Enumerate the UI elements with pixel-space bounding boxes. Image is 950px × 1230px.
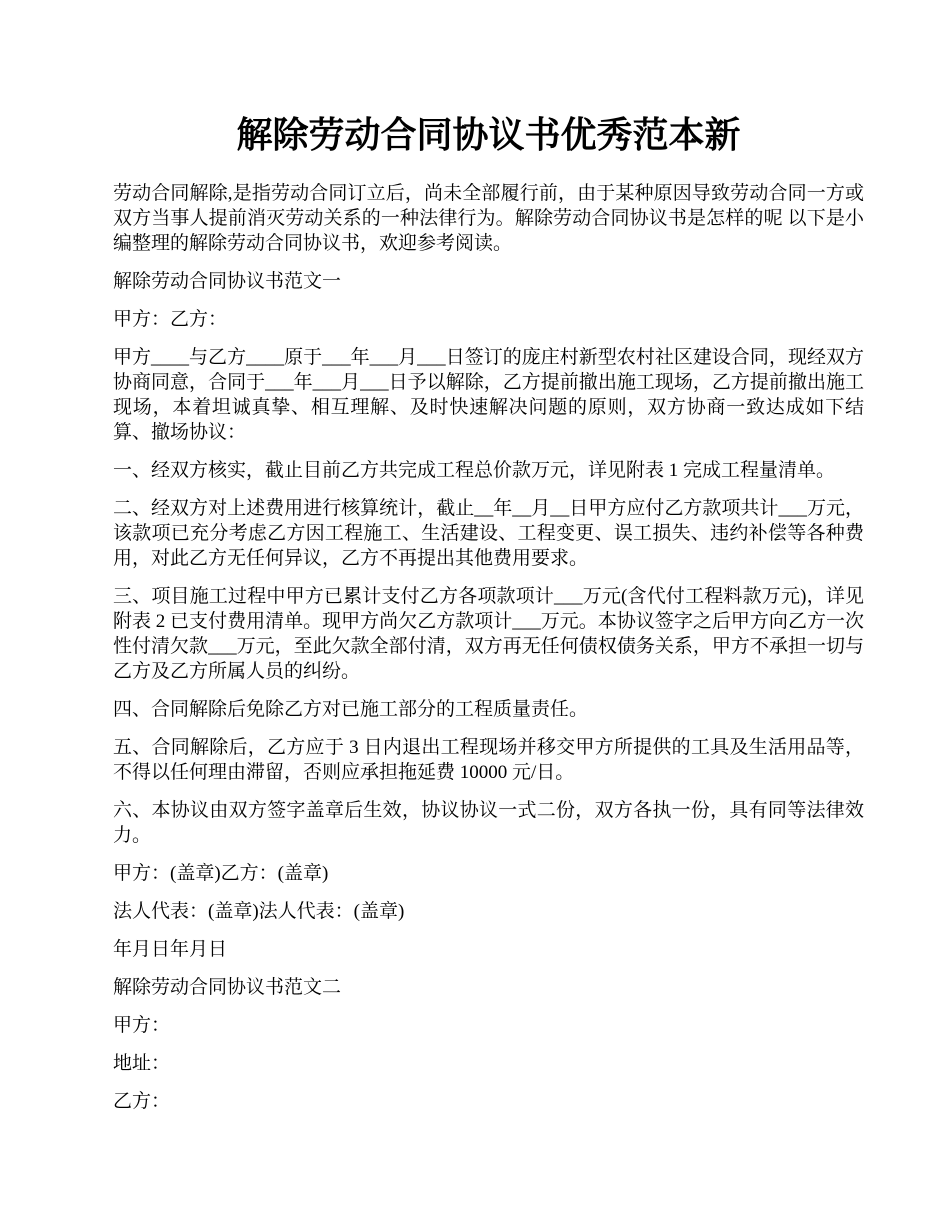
paragraph: 甲方：乙方： xyxy=(113,308,228,330)
paragraph: 五、合同解除后，乙方应于 3 日内退出工程现场并移交甲方所提供的工具及生活用品等，不得以任何理由滞留，否则应承担拖延费 10000 元/日。 xyxy=(113,736,864,783)
paragraph: 乙方： xyxy=(113,1090,171,1112)
paragraph: 地址： xyxy=(113,1052,171,1074)
paragraph: 甲方： xyxy=(113,1014,171,1036)
paragraph: 甲方：(盖章)乙方：(盖章) xyxy=(113,862,329,884)
paragraph: 二、经双方对上述费用进行核算统计，截止__年__月__日甲方应付乙方款项共计___万元，该款项已充分考虑乙方因工程施工、生活建设、工程变更、误工损失、违约补偿等各种费用，对此乙方无任何异议，乙方不再提出其他费用要求。 xyxy=(113,497,864,569)
document-title: 解除劳动合同协议书优秀范本新 xyxy=(236,115,741,155)
document-body xyxy=(113,181,864,1114)
paragraph: 法人代表：(盖章)法人代表：(盖章) xyxy=(113,900,405,922)
paragraph: 年月日年月日 xyxy=(113,938,228,960)
paragraph: 甲方____与乙方____原于___年___月___日签订的庞庄村新型农村社区建设合同，现经双方协商同意，合同于___年___月___日予以解除，乙方提前撤出施工现场，乙方提前撤出施工现场，本着坦诚真挚、相互理解、及时快速解决问题的原则，双方协商一致达成如下结算、撤场协议： xyxy=(113,346,864,443)
paragraph: 解除劳动合同协议书范文二 xyxy=(113,976,342,998)
paragraph: 一、经双方核实，截止目前乙方共完成工程总价款万元，详见附表 1 完成工程量清单。 xyxy=(113,459,836,481)
paragraph: 三、项目施工过程中甲方已累计支付乙方各项款项计___万元(含代付工程料款万元)，详见附表 2 已支付费用清单。现甲方尚欠乙方款项计___万元。本协议签字之后甲方向乙方一次性付清欠款___万元，至此欠款全部付清，双方再无任何债权债务关系，甲方不承担一切与乙方及乙方所属人员的纠纷。 xyxy=(113,585,864,682)
paragraph: 劳动合同解除,是指劳动合同订立后，尚未全部履行前，由于某种原因导致劳动合同一方或双方当事人提前消灭劳动关系的一种法律行为。解除劳动合同协议书是怎样的呢 以下是小编整理的解除劳动合同协议书，欢迎参考阅读。 xyxy=(113,182,864,254)
paragraph: 四、合同解除后免除乙方对已施工部分的工程质量责任。 xyxy=(113,698,589,720)
paragraph: 六、本协议由双方签字盖章后生效，协议协议一式二份，双方各执一份，具有同等法律效力。 xyxy=(113,799,864,846)
paragraph: 解除劳动合同协议书范文一 xyxy=(113,270,342,292)
